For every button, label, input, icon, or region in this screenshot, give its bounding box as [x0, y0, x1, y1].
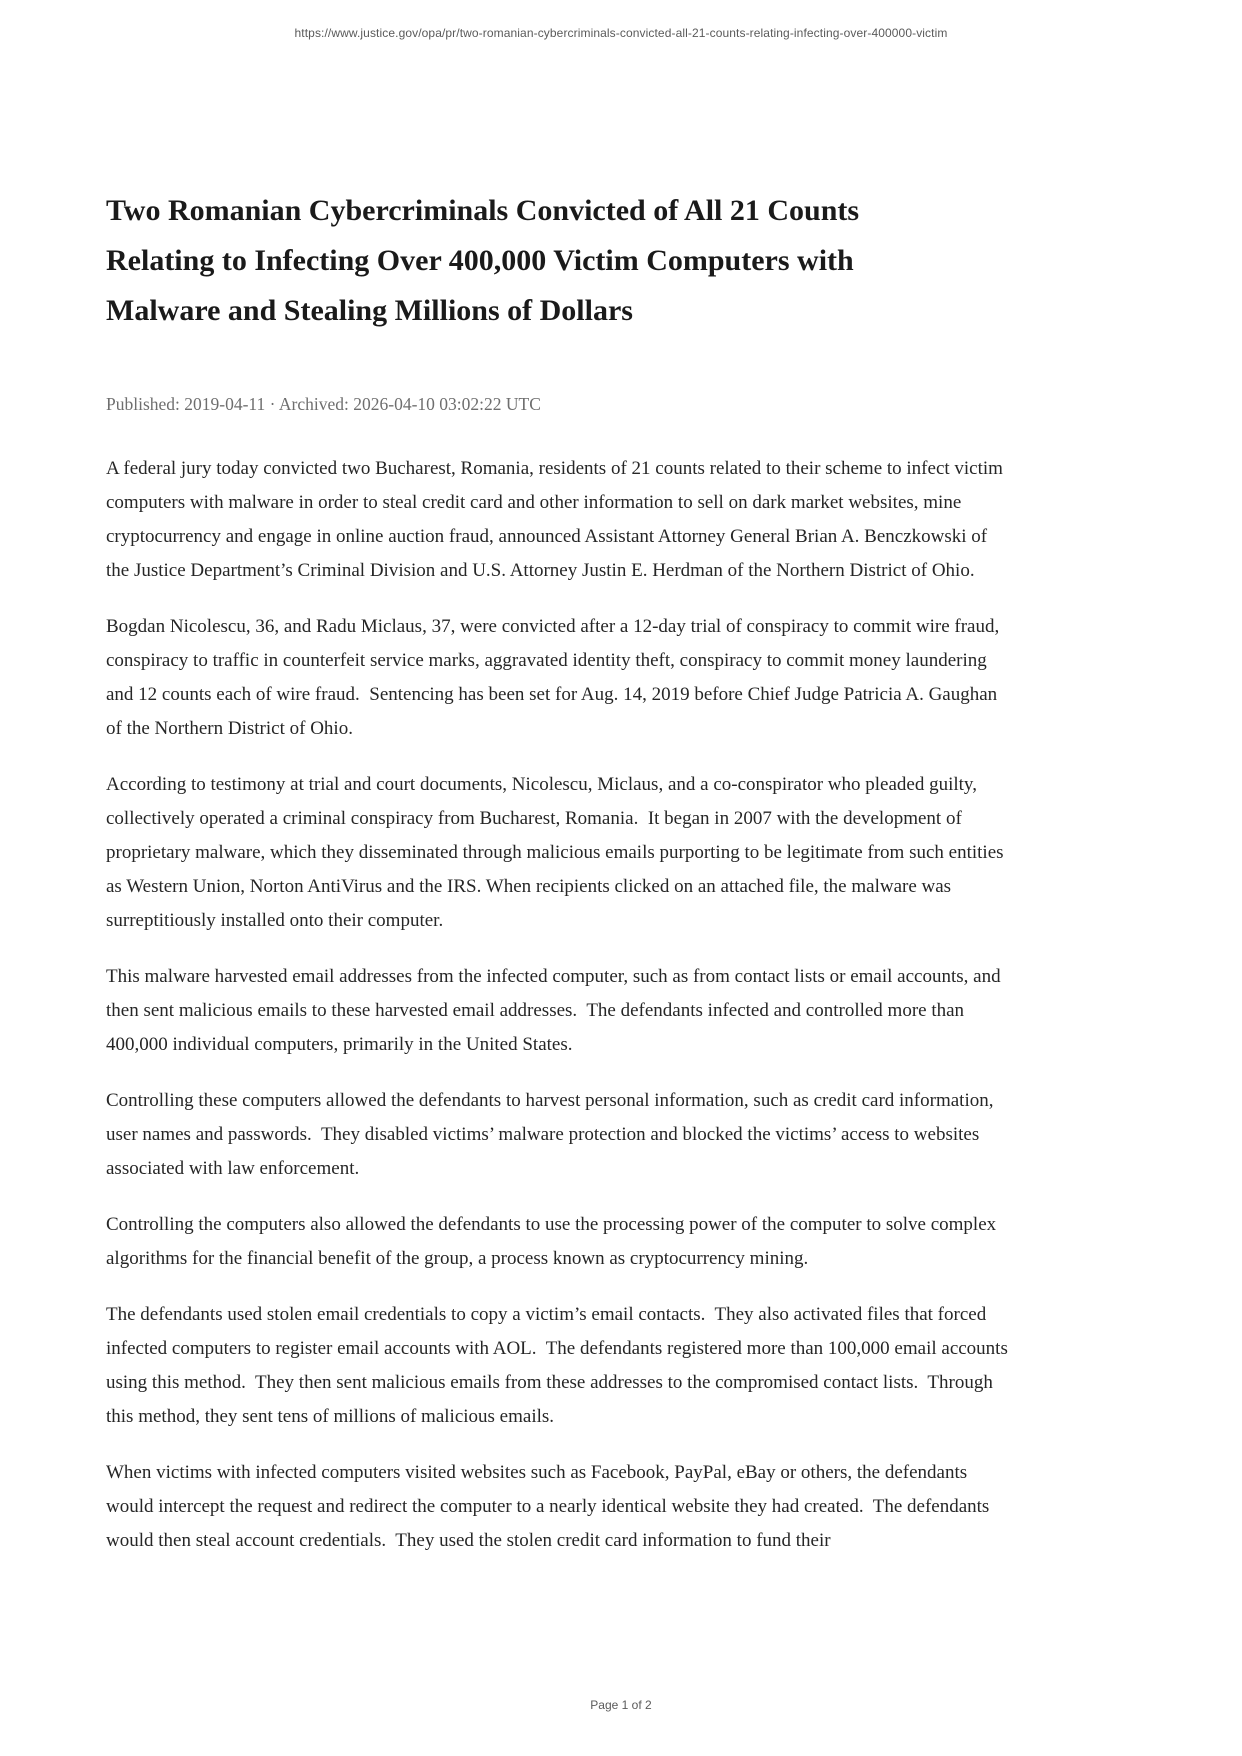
paragraph-5: Controlling these computers allowed the defendants to harvest personal information, such as credit card information, user names and passwords. They disabled victims’ malware protection and blocked the victims’ access to websites associated with law enforcement.	[106, 1090, 999, 1179]
article	[106, 0, 1013, 1558]
source-url: https://www.justice.gov/opa/pr/two-romanian-cybercriminals-convicted-all-21-counts-relating-infecting-over-400000-victim	[294, 26, 948, 40]
paragraph-1: A federal jury today convicted two Bucharest, Romania, residents of 21 counts related to their scheme to infect victim computers with malware in order to steal credit card and other information to sell on dark market websites, mine cryptocurrency and engage in online auction fraud, announced Assistant Attorney General Brian A. Benczkowski of the Justice Department’s Criminal Division and U.S. Attorney Justin E. Herdman of the Northern District of Ohio.	[106, 458, 1008, 581]
print-page-footer	[0, 1698, 1242, 1712]
page-title-line-3: Malware and Stealing Millions of Dollars	[106, 294, 633, 327]
page-title	[106, 186, 1008, 336]
paragraph-7: The defendants used stolen email credentials to copy a victim’s email contacts. They also activated files that forced infected computers to register email accounts with AOL. The defendants registered more than 100,000 email accounts using this method. They then sent malicious emails from these addresses to the compromised contact lists. Through this method, they sent tens of millions of malicious emails.	[106, 1304, 1013, 1427]
paragraph-4: This malware harvested email addresses from the infected computer, such as from contact lists or email accounts, and then sent malicious emails to these harvested email addresses. The defendants infected and controlled more than 400,000 individual computers, primarily in the United States.	[106, 966, 1006, 1055]
paragraph-3: According to testimony at trial and court documents, Nicolescu, Miclaus, and a co-conspirator who pleaded guilty, collectively operated a criminal conspiracy from Bucharest, Romania. It began in 2007 with the development of proprietary malware, which they disseminated through malicious emails purporting to be legitimate from such entities as Western Union, Norton AntiVirus and the IRS. When recipients clicked on an attached file, the malware was surreptitiously installed onto their computer.	[106, 774, 1009, 931]
paragraph-8: When victims with infected computers visited websites such as Facebook, PayPal, eBay or others, the defendants would intercept the request and redirect the computer to a nearly identical website they had created. The defendants would then steal account credentials. They used the stolen credit card information to fund their	[106, 1462, 995, 1551]
paragraph-6: Controlling the computers also allowed the defendants to use the processing power of the computer to solve complex algorithms for the financial benefit of the group, a process known as cryptocurrency mining.	[106, 1214, 1001, 1269]
paragraph-2: Bogdan Nicolescu, 36, and Radu Miclaus, 37, were convicted after a 12-day trial of conspiracy to commit wire fraud, conspiracy to traffic in counterfeit service marks, aggravated identity theft, conspiracy to commit money laundering and 12 counts each of wire fraud. Sentencing has been set for Aug. 14, 2019 before Chief Judge Patricia A. Gaughan of the Northern District of Ohio.	[106, 616, 1004, 739]
published-archived-meta: Published: 2019-04-11 · Archived: 2026-04-10 03:02:22 UTC	[106, 394, 541, 414]
page-title-line-2: Relating to Infecting Over 400,000 Victim Computers with	[106, 244, 854, 277]
page-number: Page 1 of 2	[590, 1698, 652, 1712]
page-title-line-1: Two Romanian Cybercriminals Convicted of All 21 Counts	[106, 194, 860, 227]
